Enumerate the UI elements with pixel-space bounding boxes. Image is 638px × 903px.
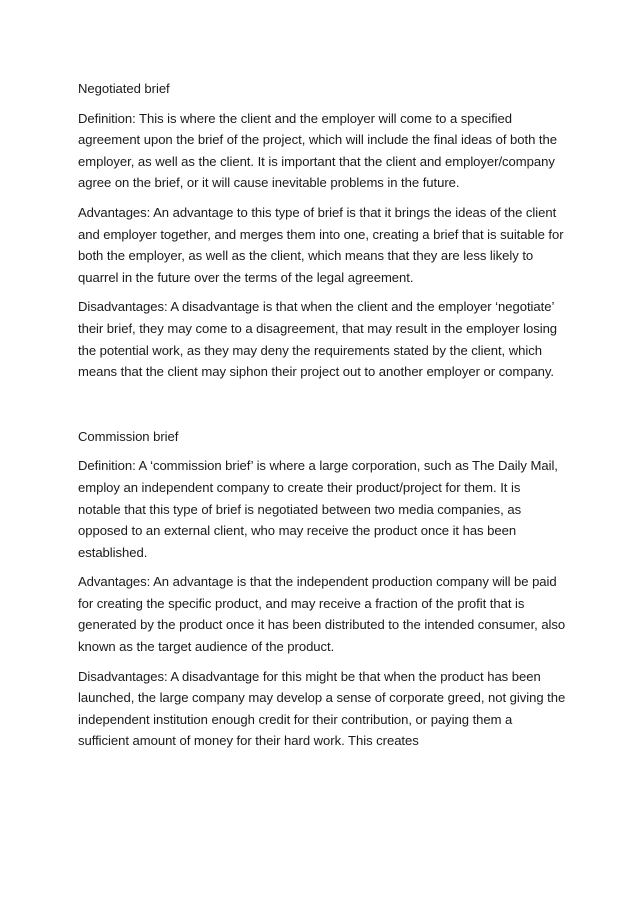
section-heading: Commission brief [78, 428, 179, 444]
section-commission-brief [78, 426, 566, 752]
definition-paragraph: Definition: This is where the client and the employer will come to a specified agreement upon the brief of the project, which will include the final ideas of both the employer, as well as the client. It is important that the client and employer/company agree on the brief, or it will cause inevitable problems in the future. [78, 110, 557, 191]
advantages-paragraph: Advantages: An advantage is that the independent production company will be paid for creating the specific product, and may receive a fraction of the profit that is generated by the product once it has been distributed to the intended consumer, also known as the target audience of the product. [78, 574, 566, 655]
disadvantages-paragraph: Disadvantages: A disadvantage is that when the client and the employer ‘negotiate’ their brief, they may come to a disagreement, that may result in the employer losing the potential work, as they may deny the requirements stated by the client, which means that the client may siphon their project out to another employer or company. [78, 299, 558, 380]
definition-paragraph: Definition: A ‘commission brief’ is where a large corporation, such as The Daily Mail, employ an independent company to create their product/project for them. It is notable that this type of brief is negotiated between two media companies, as opposed to an external client, who may receive the product once it has been established. [78, 458, 558, 560]
advantages-paragraph: Advantages: An advantage to this type of brief is that it brings the ideas of the client and employer together, and merges them into one, creating a brief that is suitable for both the employer, as well as the client, which means that they are less likely to quarrel in the future over the terms of the legal agreement. [78, 204, 564, 285]
section-negotiated-brief [78, 78, 566, 383]
disadvantages-paragraph: Disadvantages: A disadvantage for this might be that when the product has been launched, the large company may develop a sense of corporate greed, not giving the independent institution enough credit for their contribution, or paying them a sufficient amount of money for their hard work. This creates [78, 668, 566, 749]
section-spacer [78, 391, 566, 426]
document-body [78, 78, 566, 760]
section-heading: Negotiated brief [78, 81, 170, 96]
